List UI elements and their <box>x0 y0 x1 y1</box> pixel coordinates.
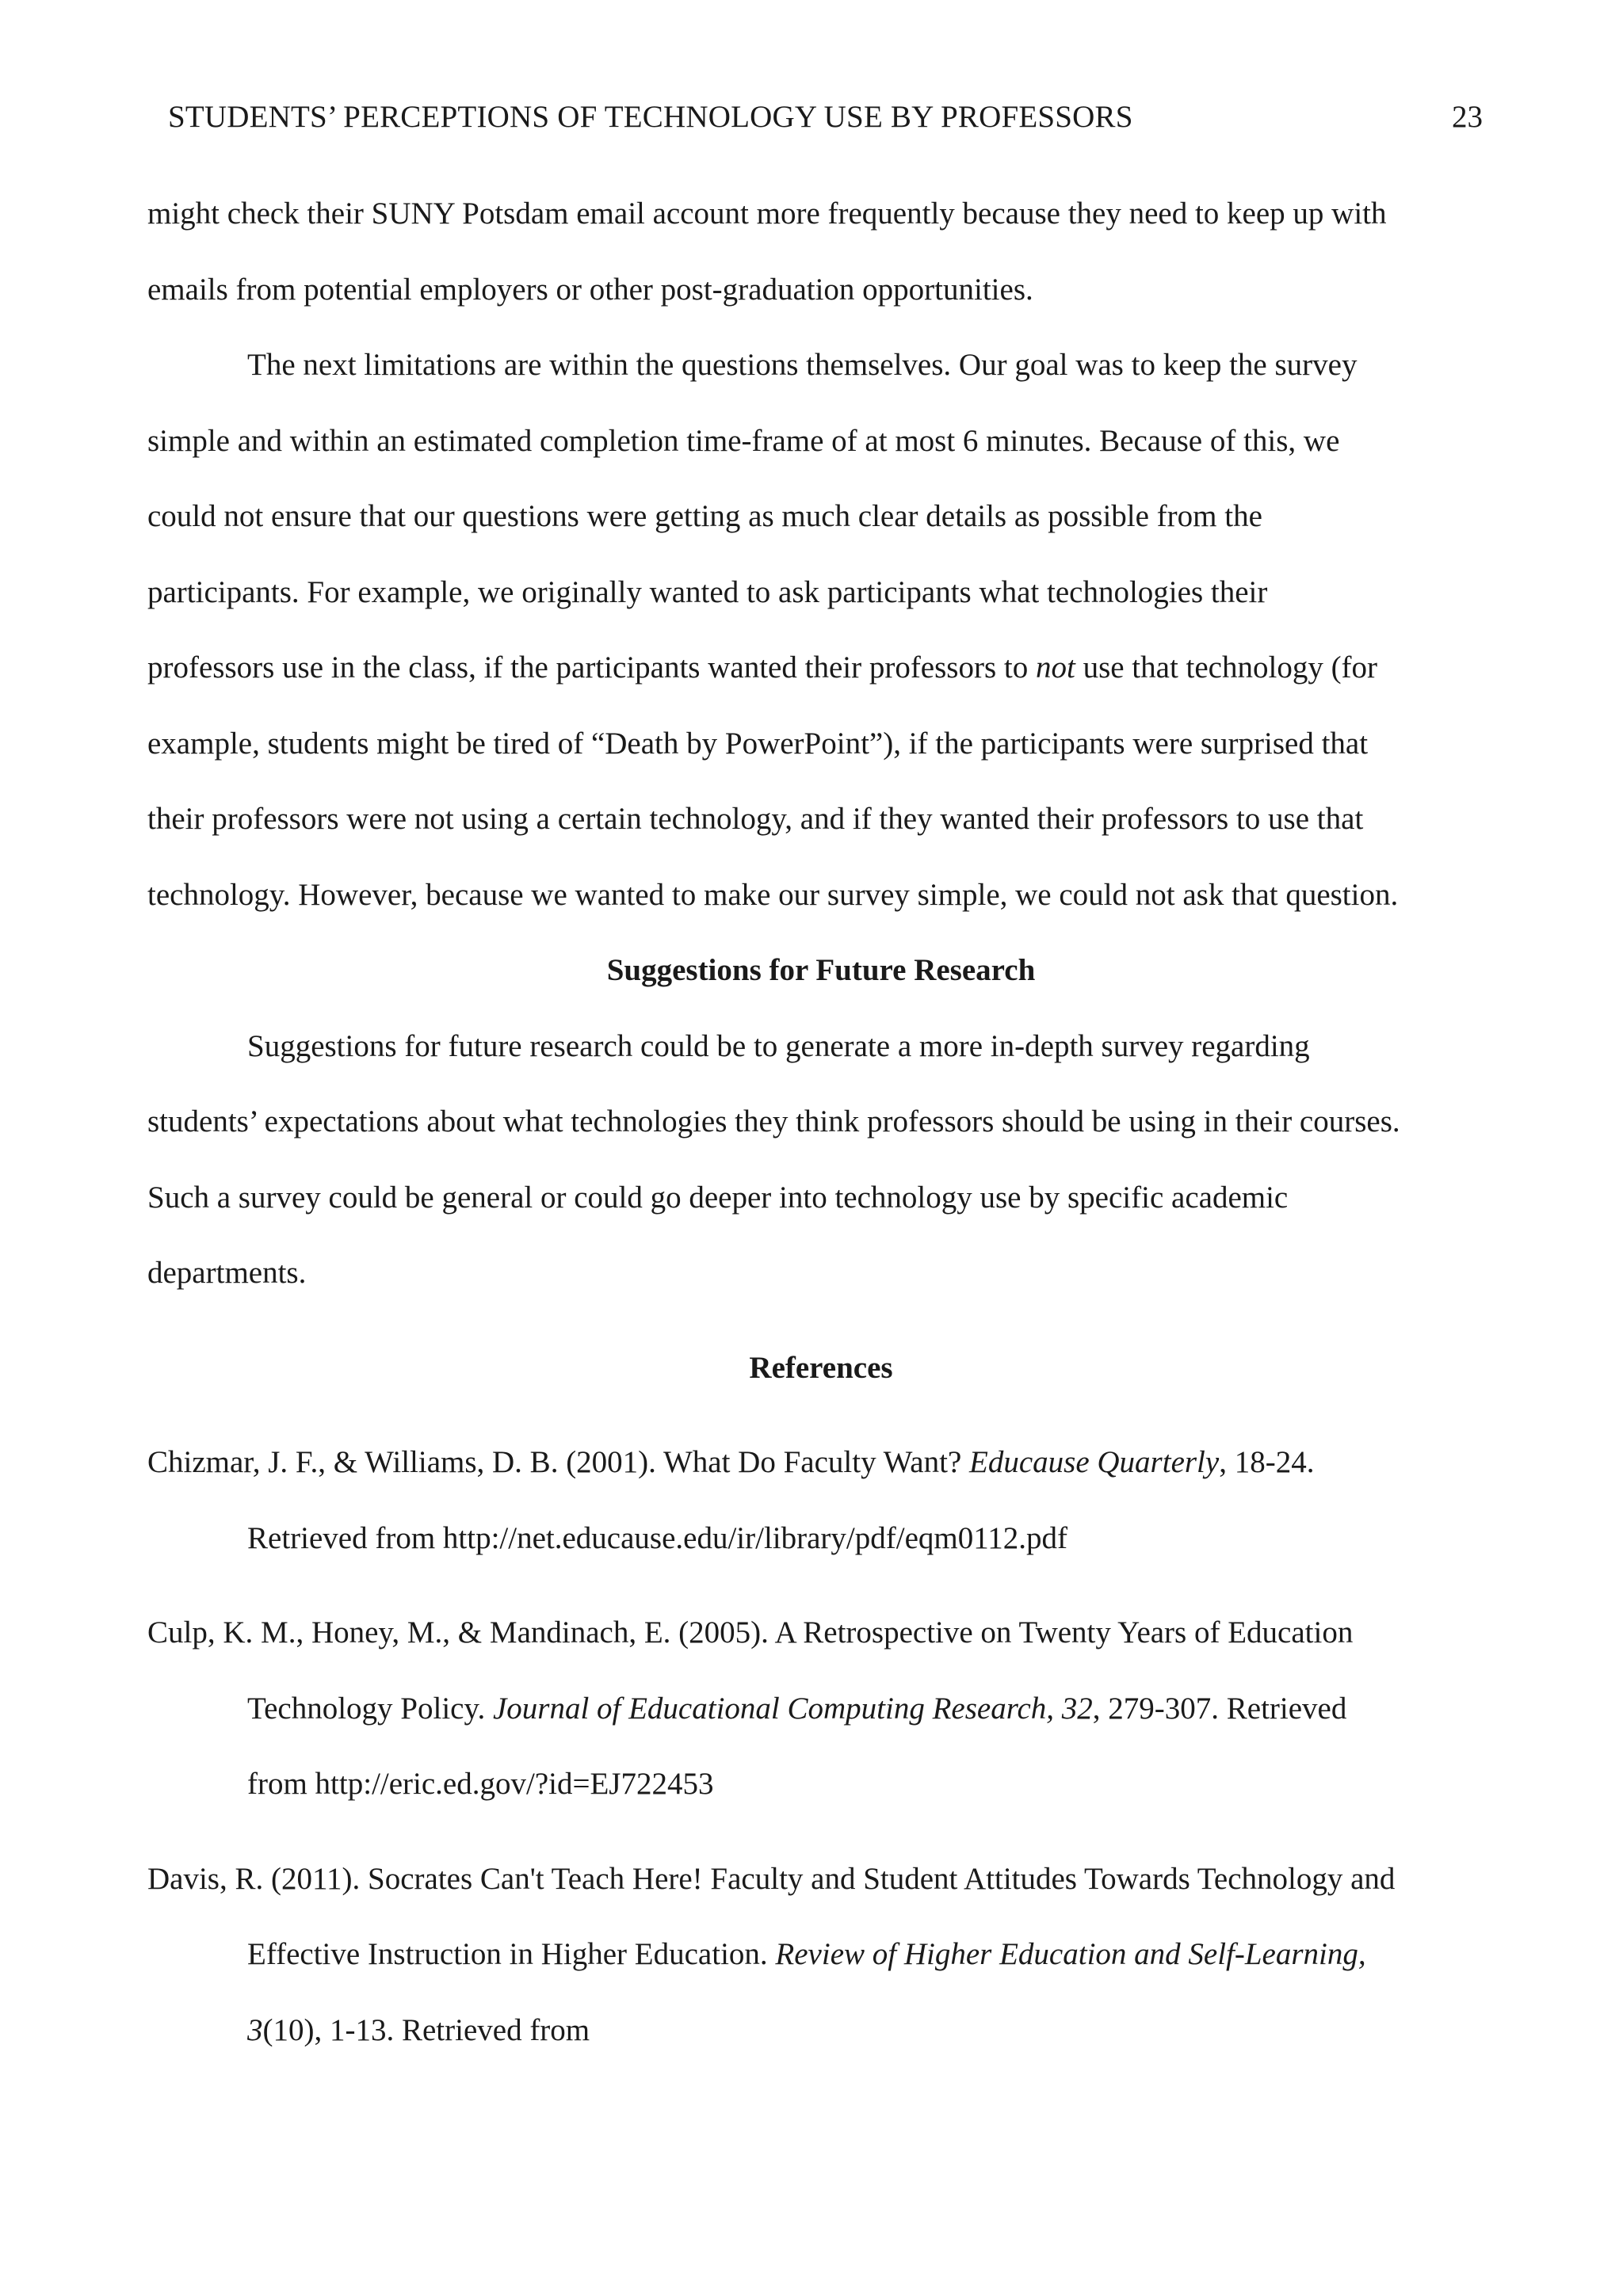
paragraph-future-research <box>147 1026 1495 1329</box>
text-line: might check their SUNY Potsdam email account more frequently because they need to keep up with <box>147 196 1387 231</box>
text-run: (10), 1-13. Retrieved from <box>262 2012 590 2047</box>
text-line: emails from potential employers or other post-graduation opportunities. <box>147 272 1033 307</box>
text-line <box>147 647 1495 723</box>
running-head: STUDENTS’ PERCEPTIONS OF TECHNOLOGY USE BY PROFESSORS <box>168 100 1133 134</box>
text-run: , 279-307. Retrieved <box>1092 1691 1347 1726</box>
text-line <box>147 1934 1495 2010</box>
text-run: Technology Policy. <box>247 1691 493 1726</box>
text-line <box>147 1688 1495 1764</box>
text-run: use that technology (for <box>1075 650 1378 685</box>
document-body <box>147 193 1495 2085</box>
volume-number: 3 <box>247 2012 263 2047</box>
text-line <box>147 1442 1495 1518</box>
spacer <box>147 1423 1495 1442</box>
text-line: Such a survey could be general or could go deeper into technology use by specific academic <box>147 1180 1289 1215</box>
page-number: 23 <box>1452 100 1483 134</box>
text-line <box>147 2010 1495 2086</box>
emphasis-not: not <box>1035 650 1075 685</box>
text-line: their professors were not using a certain technology, and if they wanted their professors to use that <box>147 802 1364 836</box>
text-line: simple and within an estimated completion time-frame of at most 6 minutes. Because of this, we <box>147 423 1340 458</box>
text-line: could not ensure that our questions were getting as much clear details as possible from the <box>147 499 1262 533</box>
text-line: students’ expectations about what technologies they think professors should be using in their courses. <box>147 1104 1400 1138</box>
paragraph-continuation <box>147 193 1495 345</box>
journal-title: Journal of Educational Computing Research, 32 <box>492 1691 1093 1726</box>
reference-entry <box>147 1612 1495 1840</box>
spacer <box>147 1593 1495 1612</box>
text-line: Davis, R. (2011). Socrates Can't Teach Here! Faculty and Student Attitudes Towards Technology and <box>147 1861 1396 1896</box>
journal-title: Review of Higher Education and Self-Learning, <box>775 1937 1366 1971</box>
journal-title: Educause Quarterly <box>969 1445 1220 1479</box>
section-heading-future-research: Suggestions for Future Research <box>606 953 1036 987</box>
paragraph-limitations <box>147 345 1495 950</box>
text-line: Culp, K. M., Honey, M., & Mandinach, E. (2005). A Retrospective on Twenty Years of Education <box>147 1615 1354 1650</box>
reference-entry <box>147 1442 1495 1593</box>
text-line: from http://eric.ed.gov/?id=EJ722453 <box>247 1767 714 1801</box>
text-line: departments. <box>147 1256 307 1290</box>
reference-entry <box>147 1859 1495 2086</box>
spacer <box>147 1840 1495 1859</box>
text-line: example, students might be tired of “Death by PowerPoint”), if the participants were surprised that <box>147 726 1369 761</box>
text-line: The next limitations are within the questions themselves. Our goal was to keep the survey <box>247 348 1358 382</box>
text-run: Effective Instruction in Higher Education. <box>247 1937 776 1971</box>
text-run: Chizmar, J. F., & Williams, D. B. (2001). What Do Faculty Want? <box>147 1445 970 1479</box>
text-line: Retrieved from http://net.educause.edu/ir/library/pdf/eqm0112.pdf <box>247 1520 1068 1555</box>
text-line: Suggestions for future research could be to generate a more in-depth survey regarding <box>247 1028 1310 1063</box>
text-run: , 18-24. <box>1219 1445 1315 1479</box>
text-line: participants. For example, we originally wanted to ask participants what technologies their <box>147 574 1268 609</box>
text-line: technology. However, because we wanted to make our survey simple, we could not ask that question. <box>147 877 1399 912</box>
text-run: professors use in the class, if the participants wanted their professors to <box>147 650 1036 685</box>
spacer <box>147 1329 1495 1348</box>
section-heading-references: References <box>749 1350 893 1385</box>
